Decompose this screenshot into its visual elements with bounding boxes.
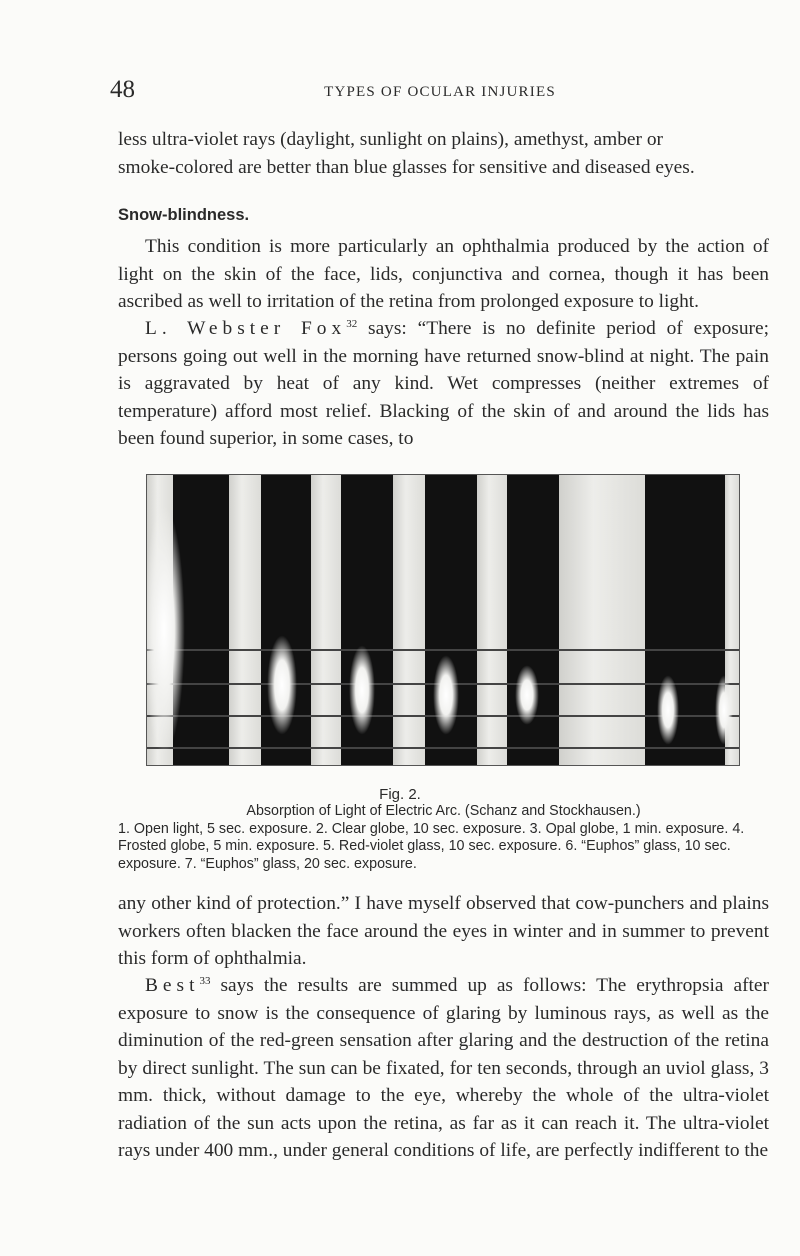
section-heading: Snow-blindness.	[118, 206, 250, 224]
paragraph-webster-fox	[118, 315, 769, 453]
figure-label: Fig. 2.	[379, 786, 421, 803]
reference-number: 32	[346, 318, 358, 330]
page-header	[110, 76, 770, 106]
paragraph-best	[118, 972, 769, 1165]
intro-line-1: less ultra-violet rays (daylight, sunlight on plains), amethyst, amber or	[118, 129, 663, 150]
best-text: says the results are summed up as follows: The erythropsia after exposure to snow is the consequence of glaring by luminous rays, as well as the diminution of the red-green sensation after glaring and the destruction of the retina by direct sunlight. The sun can be fixated, for ten seconds, through an uviol glass, 3 mm. thick, without damage to the eye, whereby the whole of the ultra-violet radiation of the sun acts upon the retina, as far as it can reach it. The ultra-violet rays under 400 mm., under general conditions of life, are perfectly indifferent to the	[118, 975, 769, 1161]
figure-caption-text: 1. Open light, 5 sec. exposure. 2. Clear globe, 10 sec. exposure. 3. Opal globe, 1 min. exposure. 4. Frosted globe, 5 min. exposure. 5. Red-violet glass, 10 sec. exposure. 6. “Euphos” glass, 10 sec. exposure. 7. “Euphos” glass, 20 sec. exposure.	[118, 820, 745, 872]
figure-caption	[118, 803, 769, 873]
paragraph-condition: This condition is more particularly an ophthalmia produced by the action of light on the skin of the face, lids, conjunctiva and cornea, though it has been ascribed as well to irritation of the retina from prolonged exposure to light.	[118, 236, 769, 312]
reference-number-best: 33	[199, 975, 211, 987]
paragraph-protection: any other kind of protection.” I have myself observed that cow-punchers and plains workers often blacken the face around the eyes in winter and in summer to prevent this form of ophthalmia.	[118, 893, 769, 969]
intro-paragraph	[118, 126, 769, 181]
intro-line-2: smoke-colored are better than blue glasses for sensitive and diseased eyes.	[118, 156, 695, 178]
author-name: L. Webster Fox	[145, 318, 347, 339]
quote-text: says: “There is no definite period of exposure; persons going out well in the morning have returned snow-blind at night. The pain is aggravated by heat of any kind. Wet compresses (neither extremes of temperature) afford most relief. Blacking of the skin of and around the lids has been found superior, in some cases, to	[118, 318, 769, 449]
author-name-best: Best	[145, 975, 200, 996]
running-title: TYPES OF OCULAR INJURIES	[324, 84, 556, 100]
figure-title: Absorption of Light of Electric Arc. (Schanz and Stockhausen.)	[246, 803, 641, 819]
page-number: 48	[110, 76, 135, 103]
figure-absorption-photo	[146, 474, 740, 766]
